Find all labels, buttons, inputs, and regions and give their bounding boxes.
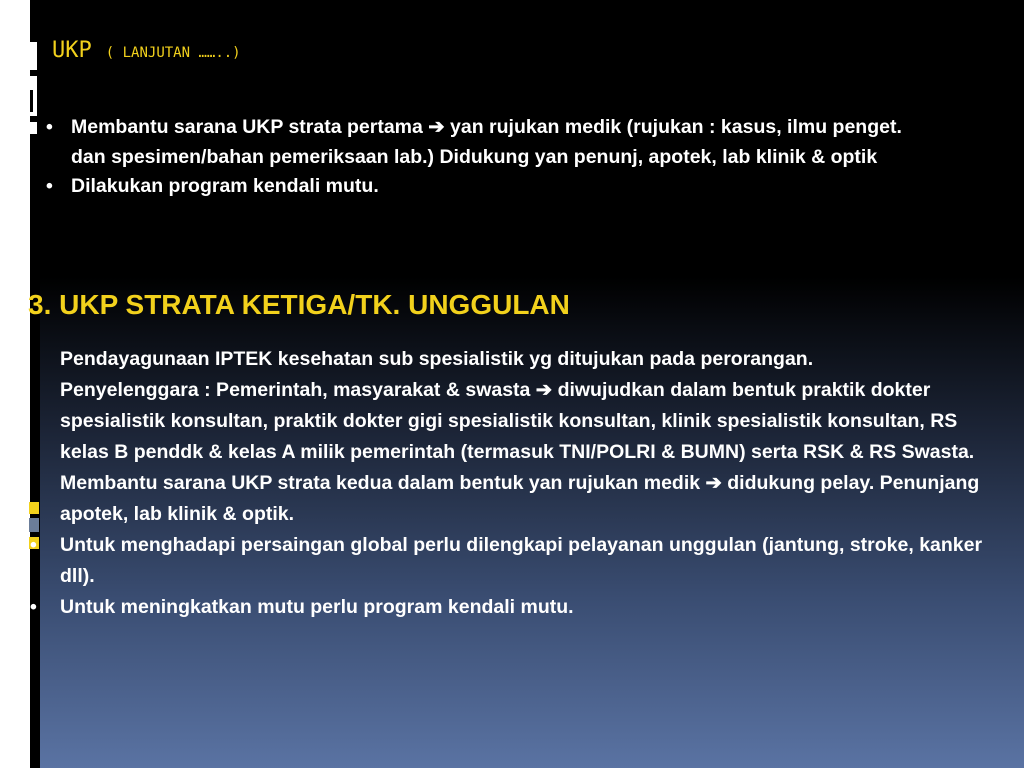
list-item xyxy=(30,592,1000,623)
bullet-marker: • xyxy=(46,175,53,197)
deco-block-1 xyxy=(25,42,37,70)
title-main: UKP xyxy=(52,38,92,63)
item-text: Membantu sarana UKP strata kedua dalam bentuk yan rujukan medik ➔ didukung pelay. Penunjang apotek, lab klinik & optik. xyxy=(60,472,980,525)
bullet-text: Membantu sarana UKP strata pertama ➔ yan rujukan medik (rujukan : kasus, ilmu penget. dan spesimen/bahan pemeriksaan lab.) Didukung yan penunj, apotek, lab klinik & optik xyxy=(71,116,902,168)
title-subtitle: ( LANJUTAN ……..) xyxy=(105,45,241,61)
list-item xyxy=(30,375,1000,468)
item-text: Untuk meningkatkan mutu perlu program kendali mutu. xyxy=(60,596,574,618)
bullet-text: Dilakukan program kendali mutu. xyxy=(71,175,379,197)
deco-block-4 xyxy=(30,90,33,112)
section-body-list xyxy=(30,344,1000,623)
section-heading: 3. UKP STRATA KETIGA/TK. UNGGULAN xyxy=(28,289,570,320)
item-text: Untuk menghadapi persaingan global perlu dilengkapi pelayanan unggulan (jantung, stroke, kanker dll). xyxy=(60,534,983,587)
bullet-marker: • xyxy=(46,116,53,138)
slide-title xyxy=(52,38,241,63)
bullet-marker: • xyxy=(30,534,37,556)
list-item xyxy=(30,468,1000,530)
top-bullet-list xyxy=(46,113,936,202)
deco-block-3 xyxy=(25,122,37,134)
list-item xyxy=(46,113,936,172)
list-item xyxy=(46,172,936,202)
list-item xyxy=(30,344,1000,375)
item-text: Pendayagunaan IPTEK kesehatan sub spesialistik yg ditujukan pada perorangan. xyxy=(60,348,814,370)
bullet-marker: • xyxy=(30,596,37,618)
list-item xyxy=(30,530,1000,592)
item-text: Penyelenggara : Pemerintah, masyarakat & swasta ➔ diwujudkan dalam bentuk praktik dokter spesialistik konsultan, praktik dokter gigi spesialistik konsultan, klinik spesialistik konsultan, RS kelas B penddk & kelas A milik pemerintah (termasuk TNI/POLRI & BUMN) serta RSK & RS Swasta. xyxy=(60,379,975,463)
